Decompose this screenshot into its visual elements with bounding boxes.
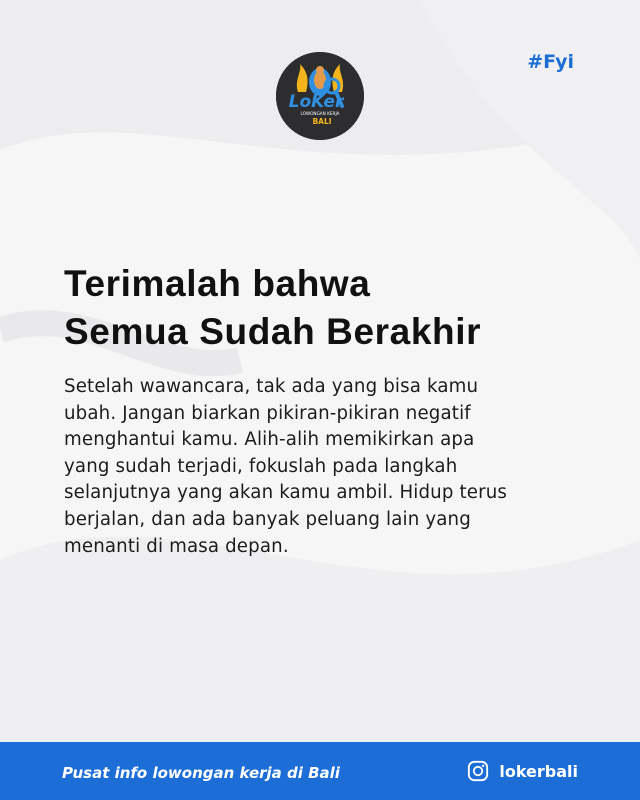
hashtag-label: #Fyi bbox=[527, 51, 574, 73]
loker-bali-logo bbox=[276, 52, 364, 140]
body-line: menghantui kamu. Alih-alih memikirkan apa bbox=[64, 429, 475, 451]
body-paragraph bbox=[64, 374, 564, 560]
headline-line-1: Terimalah bahwa bbox=[64, 263, 371, 304]
svg-text:LoKer: LoKer bbox=[288, 92, 344, 112]
body-line: selanjutnya yang akan kamu ambil. Hidup terus bbox=[64, 482, 508, 504]
footer-bar bbox=[0, 742, 640, 800]
body-line: ubah. Jangan biarkan pikiran-pikiran negatif bbox=[64, 402, 471, 424]
body-line: menanti di masa depan. bbox=[64, 535, 289, 557]
svg-text:LOWONGAN KERJA: LOWONGAN KERJA bbox=[300, 111, 340, 116]
body-line: yang sudah terjadi, fokuslah pada langkah bbox=[64, 455, 458, 477]
svg-text:BALI: BALI bbox=[312, 117, 332, 126]
body-line: berjalan, dan ada banyak peluang lain yang bbox=[64, 508, 471, 530]
footer-tagline: Pusat info lowongan kerja di Bali bbox=[62, 764, 340, 782]
body-line: Setelah wawancara, tak ada yang bisa kamu bbox=[64, 376, 479, 397]
instagram-icon bbox=[467, 760, 489, 782]
headline-line-2: Semua Sudah Berakhir bbox=[64, 311, 482, 352]
headline bbox=[64, 260, 481, 356]
instagram-handle: lokerbali bbox=[499, 761, 578, 781]
instagram-link[interactable] bbox=[467, 760, 578, 782]
